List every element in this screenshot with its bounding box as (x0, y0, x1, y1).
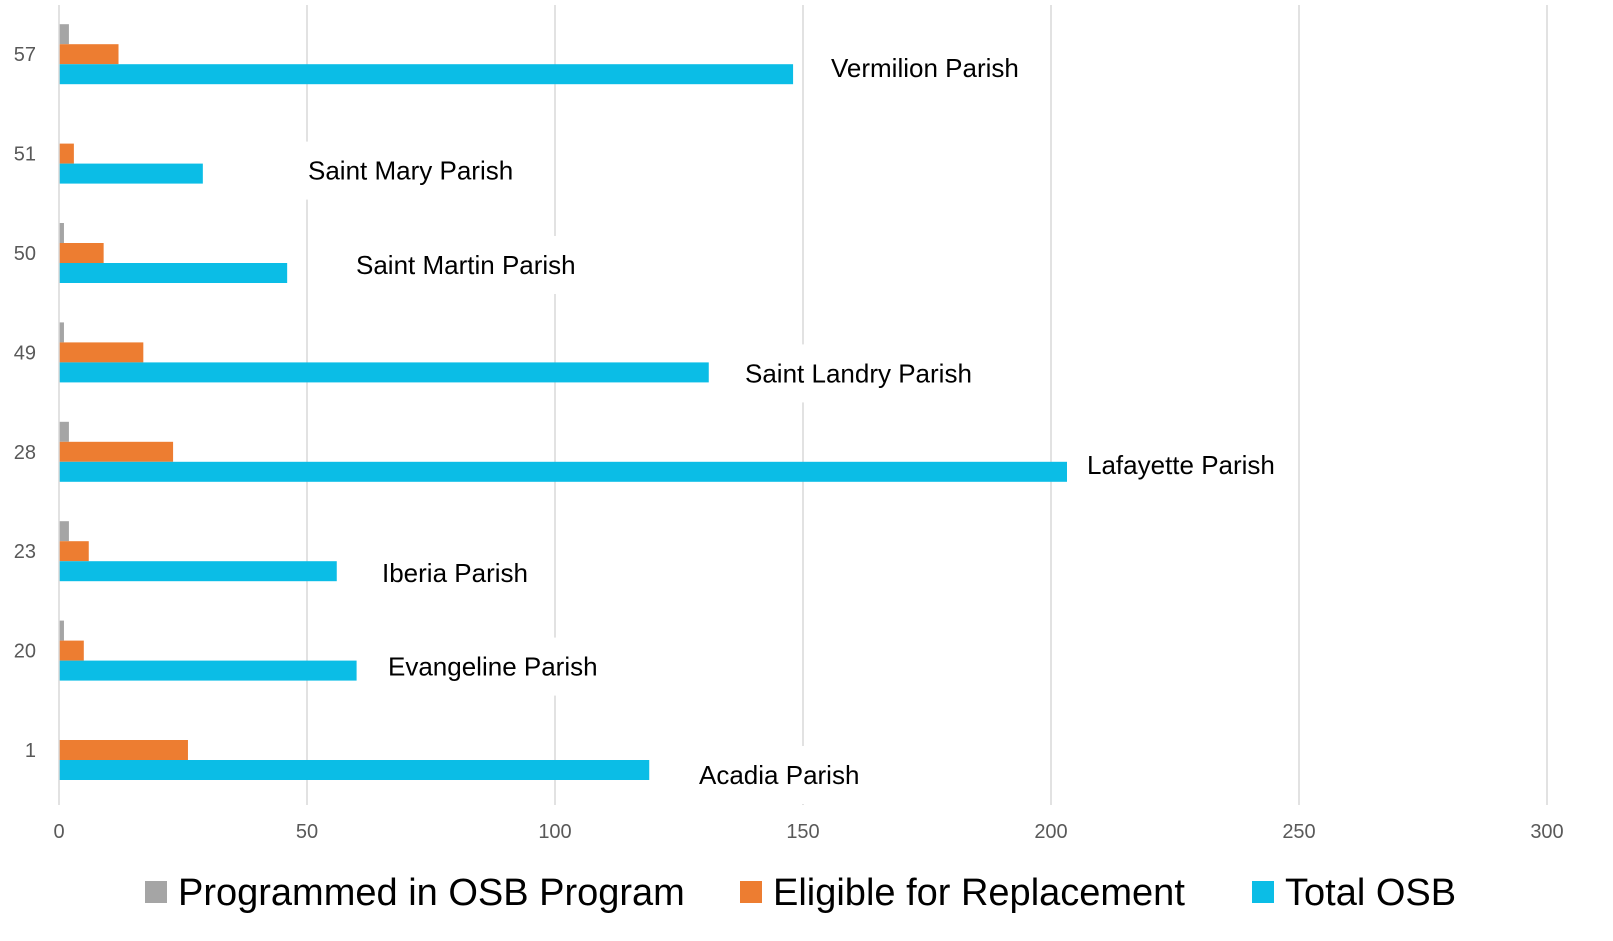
bar-total-osb (59, 263, 287, 283)
category-label: 28 (13, 441, 36, 464)
axes (14, 5, 1564, 843)
x-tick-label: 100 (538, 821, 572, 843)
bar-total-osb (59, 164, 203, 184)
data-label: Saint Mary Parish (308, 155, 514, 186)
bar-programmed-in-osb-program (59, 24, 69, 44)
x-tick-label: 300 (1530, 821, 1564, 843)
legend-label: Total OSB (1285, 872, 1457, 914)
category-label: 1 (24, 740, 36, 762)
data-label: Iberia Parish (382, 558, 528, 589)
legend (145, 872, 1456, 914)
legend-swatch (1252, 881, 1274, 903)
x-tick-label: 200 (1034, 821, 1068, 843)
bar-total-osb (59, 661, 357, 681)
data-label: Evangeline Parish (388, 651, 598, 682)
category-label: 57 (13, 44, 36, 67)
bar-eligible-for-replacement (59, 342, 143, 362)
category-label: 49 (13, 342, 36, 365)
bar-programmed-in-osb-program (59, 521, 69, 541)
data-label: Saint Martin Parish (356, 250, 576, 280)
legend-label: Programmed in OSB Program (178, 872, 685, 914)
data-label: Saint Landry Parish (745, 358, 972, 389)
bar-programmed-in-osb-program (59, 422, 69, 442)
bar-total-osb (59, 760, 649, 780)
bar-eligible-for-replacement (59, 740, 188, 760)
category-label: 51 (13, 143, 36, 166)
bar-eligible-for-replacement (59, 442, 173, 462)
bar-total-osb (59, 64, 793, 84)
x-tick-label: 250 (1282, 821, 1316, 843)
category-label: 50 (13, 243, 36, 265)
x-tick-label: 150 (786, 821, 820, 843)
legend-label: Eligible for Replacement (773, 872, 1185, 914)
bar-eligible-for-replacement (59, 243, 104, 263)
category-label: 20 (13, 640, 36, 663)
bar-total-osb (59, 362, 709, 382)
bar-eligible-for-replacement (59, 44, 119, 64)
x-tick-label: 0 (53, 821, 65, 843)
data-label: Vermilion Parish (831, 53, 1019, 84)
bar-eligible-for-replacement (59, 541, 89, 561)
legend-swatch (740, 881, 762, 903)
data-label: Acadia Parish (699, 760, 860, 790)
bar-total-osb (59, 462, 1071, 482)
bar-total-osb (59, 561, 337, 581)
data-labels (288, 39, 1295, 804)
x-tick-label: 50 (295, 821, 319, 843)
category-label: 23 (13, 541, 36, 564)
bar-eligible-for-replacement (59, 641, 84, 661)
legend-swatch (145, 881, 167, 903)
data-label: Lafayette Parish (1087, 449, 1275, 480)
bar-eligible-for-replacement (59, 144, 74, 164)
